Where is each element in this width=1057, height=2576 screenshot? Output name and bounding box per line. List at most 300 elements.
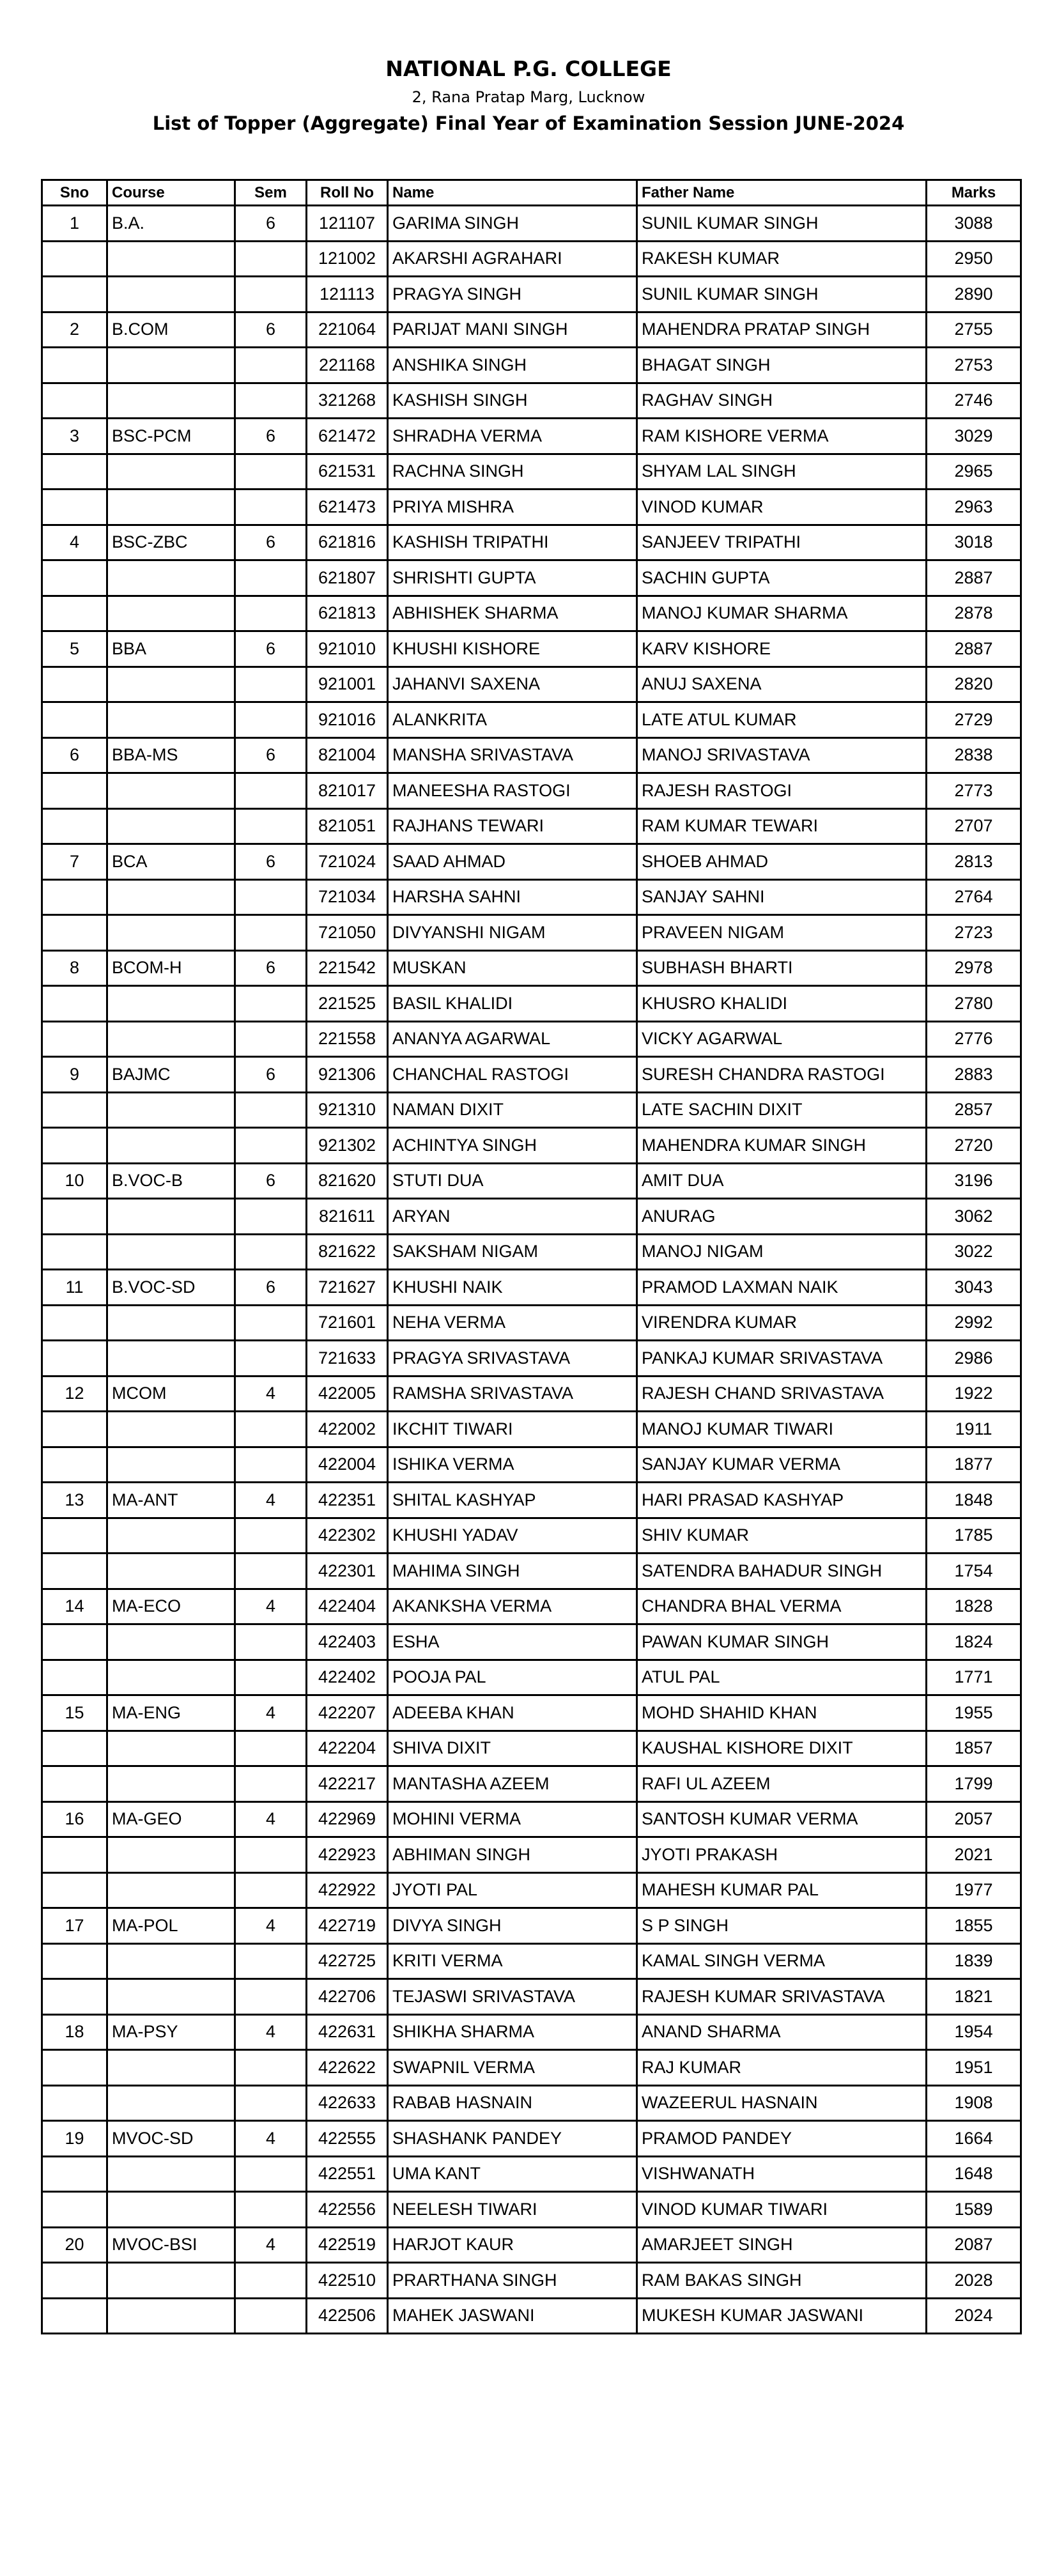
cell-roll-no: 921310 xyxy=(307,1092,388,1128)
cell-marks: 1839 xyxy=(927,1943,1021,1979)
cell-name: PRIYA MISHRA xyxy=(388,490,637,525)
cell-marks: 2965 xyxy=(927,454,1021,490)
cell-course: BCOM-H xyxy=(107,950,235,986)
cell-sem: 4 xyxy=(235,1801,307,1837)
table-row xyxy=(42,915,1021,951)
cell-marks: 1828 xyxy=(927,1589,1021,1624)
cell-roll-no: 721034 xyxy=(307,879,388,915)
cell-sno xyxy=(42,241,107,277)
cell-sem xyxy=(235,986,307,1022)
cell-name: STUTI DUA xyxy=(388,1163,637,1199)
cell-roll-no: 721627 xyxy=(307,1270,388,1306)
cell-father-name: PAWAN KUMAR SINGH xyxy=(637,1624,927,1660)
cell-course xyxy=(107,986,235,1022)
cell-father-name: MAHESH KUMAR PAL xyxy=(637,1872,927,1908)
cell-marks: 1855 xyxy=(927,1908,1021,1944)
cell-marks: 1664 xyxy=(927,2121,1021,2157)
table-row xyxy=(42,702,1021,738)
cell-course xyxy=(107,1128,235,1164)
cell-sem xyxy=(235,241,307,277)
cell-marks: 2780 xyxy=(927,986,1021,1022)
cell-marks: 2720 xyxy=(927,1128,1021,1164)
table-row xyxy=(42,879,1021,915)
cell-sem xyxy=(235,2263,307,2299)
table-row xyxy=(42,1943,1021,1979)
cell-father-name: SHIV KUMAR xyxy=(637,1518,927,1554)
cell-sno xyxy=(42,1979,107,2015)
cell-father-name: MUKESH KUMAR JASWANI xyxy=(637,2298,927,2334)
cell-marks: 2753 xyxy=(927,348,1021,383)
cell-father-name: SUBHASH BHARTI xyxy=(637,950,927,986)
column-header-father-name: Father Name xyxy=(637,180,927,206)
cell-course: BCA xyxy=(107,844,235,880)
cell-roll-no: 621472 xyxy=(307,419,388,454)
cell-name: TEJASWI SRIVASTAVA xyxy=(388,1979,637,2015)
cell-sem: 4 xyxy=(235,1589,307,1624)
cell-roll-no: 621531 xyxy=(307,454,388,490)
cell-sem xyxy=(235,2156,307,2192)
cell-sem xyxy=(235,560,307,596)
cell-sem xyxy=(235,1766,307,1802)
cell-course xyxy=(107,1199,235,1235)
cell-course xyxy=(107,808,235,844)
cell-sno: 1 xyxy=(42,206,107,242)
cell-marks: 2723 xyxy=(927,915,1021,951)
cell-course xyxy=(107,1447,235,1483)
table-row xyxy=(42,454,1021,490)
cell-marks: 1754 xyxy=(927,1554,1021,1589)
cell-sno xyxy=(42,2050,107,2086)
cell-sno: 5 xyxy=(42,631,107,667)
cell-roll-no: 221558 xyxy=(307,1021,388,1057)
cell-roll-no: 422969 xyxy=(307,1801,388,1837)
cell-marks: 3196 xyxy=(927,1163,1021,1199)
cell-father-name: KARV KISHORE xyxy=(637,631,927,667)
cell-marks: 1857 xyxy=(927,1731,1021,1766)
table-row xyxy=(42,1376,1021,1412)
cell-father-name: PANKAJ KUMAR SRIVASTAVA xyxy=(637,1341,927,1377)
table-row xyxy=(42,348,1021,383)
cell-name: MOHINI VERMA xyxy=(388,1801,637,1837)
cell-sno xyxy=(42,2192,107,2228)
cell-name: KRITI VERMA xyxy=(388,1943,637,1979)
cell-name: ESHA xyxy=(388,1624,637,1660)
cell-sem xyxy=(235,2050,307,2086)
cell-course: MVOC-SD xyxy=(107,2121,235,2157)
cell-roll-no: 422556 xyxy=(307,2192,388,2228)
cell-course xyxy=(107,1305,235,1341)
cell-roll-no: 422217 xyxy=(307,1766,388,1802)
cell-marks: 1955 xyxy=(927,1695,1021,1731)
cell-father-name: RAJESH KUMAR SRIVASTAVA xyxy=(637,1979,927,2015)
cell-roll-no: 621473 xyxy=(307,490,388,525)
table-row xyxy=(42,206,1021,242)
cell-sno: 3 xyxy=(42,419,107,454)
column-header-sno: Sno xyxy=(42,180,107,206)
table-row xyxy=(42,241,1021,277)
cell-marks: 1785 xyxy=(927,1518,1021,1554)
cell-course xyxy=(107,1412,235,1447)
list-title: List of Topper (Aggregate) Final Year of Examination Session JUNE-2024 xyxy=(152,112,905,134)
cell-sno xyxy=(42,1518,107,1554)
cell-roll-no: 422204 xyxy=(307,1731,388,1766)
cell-marks: 3018 xyxy=(927,525,1021,560)
cell-sno: 4 xyxy=(42,525,107,560)
cell-course xyxy=(107,277,235,312)
cell-sem xyxy=(235,667,307,702)
cell-sno xyxy=(42,2298,107,2334)
cell-name: ABHISHEK SHARMA xyxy=(388,596,637,631)
cell-name: MAHEK JASWANI xyxy=(388,2298,637,2334)
cell-course xyxy=(107,2263,235,2299)
cell-name: SHRADHA VERMA xyxy=(388,419,637,454)
cell-father-name: MANOJ NIGAM xyxy=(637,1234,927,1270)
cell-sno xyxy=(42,1021,107,1057)
cell-sno xyxy=(42,454,107,490)
cell-father-name: MANOJ SRIVASTAVA xyxy=(637,737,927,773)
cell-father-name: KAUSHAL KISHORE DIXIT xyxy=(637,1731,927,1766)
cell-name: SHIVA DIXIT xyxy=(388,1731,637,1766)
table-row xyxy=(42,1199,1021,1235)
cell-sno xyxy=(42,560,107,596)
cell-father-name: ATUL PAL xyxy=(637,1660,927,1695)
cell-course xyxy=(107,1021,235,1057)
cell-name: PARIJAT MANI SINGH xyxy=(388,312,637,348)
cell-sno xyxy=(42,1412,107,1447)
cell-roll-no: 422402 xyxy=(307,1660,388,1695)
cell-roll-no: 422551 xyxy=(307,2156,388,2192)
cell-father-name: CHANDRA BHAL VERMA xyxy=(637,1589,927,1624)
cell-marks: 1954 xyxy=(927,2014,1021,2050)
table-header-row xyxy=(42,180,1021,206)
cell-father-name: MANOJ KUMAR TIWARI xyxy=(637,1412,927,1447)
table-row xyxy=(42,2192,1021,2228)
table-row xyxy=(42,1270,1021,1306)
cell-roll-no: 422631 xyxy=(307,2014,388,2050)
table-row xyxy=(42,2121,1021,2157)
cell-sem xyxy=(235,1660,307,1695)
cell-roll-no: 221525 xyxy=(307,986,388,1022)
cell-course: BAJMC xyxy=(107,1057,235,1093)
cell-sem xyxy=(235,1837,307,1873)
table-row xyxy=(42,2263,1021,2299)
cell-name: RAMSHA SRIVASTAVA xyxy=(388,1376,637,1412)
cell-name: UMA KANT xyxy=(388,2156,637,2192)
cell-roll-no: 422922 xyxy=(307,1872,388,1908)
cell-name: RAJHANS TEWARI xyxy=(388,808,637,844)
cell-marks: 1922 xyxy=(927,1376,1021,1412)
cell-sem: 4 xyxy=(235,1695,307,1731)
cell-father-name: HARI PRASAD KASHYAP xyxy=(637,1483,927,1518)
cell-sem xyxy=(235,773,307,809)
cell-roll-no: 422506 xyxy=(307,2298,388,2334)
cell-father-name: RAM KISHORE VERMA xyxy=(637,419,927,454)
cell-sno xyxy=(42,2085,107,2121)
cell-sno: 7 xyxy=(42,844,107,880)
cell-marks: 2992 xyxy=(927,1305,1021,1341)
cell-sno xyxy=(42,1305,107,1341)
cell-name: SHITAL KASHYAP xyxy=(388,1483,637,1518)
cell-father-name: VICKY AGARWAL xyxy=(637,1021,927,1057)
cell-father-name: VINOD KUMAR xyxy=(637,490,927,525)
cell-marks: 3062 xyxy=(927,1199,1021,1235)
cell-marks: 2950 xyxy=(927,241,1021,277)
cell-course xyxy=(107,2050,235,2086)
cell-course: MA-ENG xyxy=(107,1695,235,1731)
cell-course xyxy=(107,1766,235,1802)
cell-name: AKARSHI AGRAHARI xyxy=(388,241,637,277)
cell-course: MA-ANT xyxy=(107,1483,235,1518)
cell-sno xyxy=(42,1554,107,1589)
cell-father-name: VINOD KUMAR TIWARI xyxy=(637,2192,927,2228)
cell-marks: 2857 xyxy=(927,1092,1021,1128)
cell-sem xyxy=(235,277,307,312)
cell-roll-no: 422519 xyxy=(307,2227,388,2263)
cell-father-name: KAMAL SINGH VERMA xyxy=(637,1943,927,1979)
cell-roll-no: 721633 xyxy=(307,1341,388,1377)
cell-sno xyxy=(42,490,107,525)
cell-name: DIVYANSHI NIGAM xyxy=(388,915,637,951)
cell-marks: 2729 xyxy=(927,702,1021,738)
table-row xyxy=(42,1872,1021,1908)
table-row xyxy=(42,737,1021,773)
cell-course xyxy=(107,596,235,631)
cell-sno xyxy=(42,1092,107,1128)
table-row xyxy=(42,560,1021,596)
cell-sno xyxy=(42,1943,107,1979)
cell-sno: 19 xyxy=(42,2121,107,2157)
cell-marks: 3088 xyxy=(927,206,1021,242)
cell-father-name: MAHENDRA KUMAR SINGH xyxy=(637,1128,927,1164)
table-row xyxy=(42,1163,1021,1199)
cell-name: GARIMA SINGH xyxy=(388,206,637,242)
cell-sem: 6 xyxy=(235,631,307,667)
cell-sem: 4 xyxy=(235,1483,307,1518)
cell-roll-no: 821622 xyxy=(307,1234,388,1270)
cell-roll-no: 422005 xyxy=(307,1376,388,1412)
cell-sno xyxy=(42,1341,107,1377)
cell-sno xyxy=(42,1731,107,1766)
cell-sem: 6 xyxy=(235,1270,307,1306)
cell-course: MA-GEO xyxy=(107,1801,235,1837)
cell-course xyxy=(107,1518,235,1554)
cell-roll-no: 422302 xyxy=(307,1518,388,1554)
cell-marks: 1848 xyxy=(927,1483,1021,1518)
cell-sem xyxy=(235,1305,307,1341)
table-row xyxy=(42,986,1021,1022)
cell-marks: 2021 xyxy=(927,1837,1021,1873)
cell-name: ARYAN xyxy=(388,1199,637,1235)
cell-course: BSC-PCM xyxy=(107,419,235,454)
cell-course xyxy=(107,1624,235,1660)
cell-sno xyxy=(42,1128,107,1164)
cell-father-name: ANAND SHARMA xyxy=(637,2014,927,2050)
cell-sem: 6 xyxy=(235,206,307,242)
cell-sno: 20 xyxy=(42,2227,107,2263)
cell-sem xyxy=(235,454,307,490)
cell-father-name: SANJAY KUMAR VERMA xyxy=(637,1447,927,1483)
cell-sem xyxy=(235,915,307,951)
cell-marks: 2764 xyxy=(927,879,1021,915)
college-address: 2, Rana Pratap Marg, Lucknow xyxy=(412,88,645,106)
cell-course xyxy=(107,490,235,525)
cell-roll-no: 921001 xyxy=(307,667,388,702)
cell-course: MA-PSY xyxy=(107,2014,235,2050)
cell-sno xyxy=(42,1447,107,1483)
cell-father-name: S P SINGH xyxy=(637,1908,927,1944)
table-row xyxy=(42,525,1021,560)
table-row xyxy=(42,950,1021,986)
table-row xyxy=(42,277,1021,312)
cell-course xyxy=(107,2156,235,2192)
cell-roll-no: 422923 xyxy=(307,1837,388,1873)
cell-roll-no: 422404 xyxy=(307,1589,388,1624)
cell-sem xyxy=(235,1412,307,1447)
cell-name: KHUSHI KISHORE xyxy=(388,631,637,667)
cell-sno xyxy=(42,1624,107,1660)
table-row xyxy=(42,1766,1021,1802)
cell-roll-no: 121002 xyxy=(307,241,388,277)
cell-father-name: SHOEB AHMAD xyxy=(637,844,927,880)
cell-father-name: KHUSRO KHALIDI xyxy=(637,986,927,1022)
cell-course: BSC-ZBC xyxy=(107,525,235,560)
cell-name: PRAGYA SRIVASTAVA xyxy=(388,1341,637,1377)
table-row xyxy=(42,631,1021,667)
table-row xyxy=(42,1979,1021,2015)
cell-sem xyxy=(235,1872,307,1908)
table-row xyxy=(42,490,1021,525)
cell-sno: 16 xyxy=(42,1801,107,1837)
cell-marks: 2776 xyxy=(927,1021,1021,1057)
cell-course xyxy=(107,383,235,419)
column-header-roll-no: Roll No xyxy=(307,180,388,206)
cell-marks: 2878 xyxy=(927,596,1021,631)
cell-marks: 2838 xyxy=(927,737,1021,773)
cell-marks: 1771 xyxy=(927,1660,1021,1695)
cell-name: AKANKSHA VERMA xyxy=(388,1589,637,1624)
cell-course xyxy=(107,1341,235,1377)
cell-course: MA-POL xyxy=(107,1908,235,1944)
table-row xyxy=(42,773,1021,809)
cell-name: NEHA VERMA xyxy=(388,1305,637,1341)
cell-sno: 11 xyxy=(42,1270,107,1306)
cell-name: RACHNA SINGH xyxy=(388,454,637,490)
cell-sem: 6 xyxy=(235,950,307,986)
cell-marks: 2820 xyxy=(927,667,1021,702)
cell-sno xyxy=(42,2156,107,2192)
cell-roll-no: 422555 xyxy=(307,2121,388,2157)
cell-name: SAKSHAM NIGAM xyxy=(388,1234,637,1270)
cell-marks: 2883 xyxy=(927,1057,1021,1093)
cell-name: DIVYA SINGH xyxy=(388,1908,637,1944)
cell-sno xyxy=(42,879,107,915)
cell-name: MANSHA SRIVASTAVA xyxy=(388,737,637,773)
cell-roll-no: 821611 xyxy=(307,1199,388,1235)
cell-sno xyxy=(42,1199,107,1235)
cell-roll-no: 621813 xyxy=(307,596,388,631)
cell-course xyxy=(107,702,235,738)
cell-roll-no: 121107 xyxy=(307,206,388,242)
cell-sno xyxy=(42,986,107,1022)
cell-roll-no: 821051 xyxy=(307,808,388,844)
table-row xyxy=(42,596,1021,631)
column-header-marks: Marks xyxy=(927,180,1021,206)
cell-marks: 1877 xyxy=(927,1447,1021,1483)
cell-name: MANTASHA AZEEM xyxy=(388,1766,637,1802)
cell-sem: 6 xyxy=(235,312,307,348)
table-row xyxy=(42,1483,1021,1518)
table-row xyxy=(42,1801,1021,1837)
cell-name: ACHINTYA SINGH xyxy=(388,1128,637,1164)
cell-marks: 2813 xyxy=(927,844,1021,880)
table-body xyxy=(42,206,1021,2334)
table-row xyxy=(42,1092,1021,1128)
cell-course xyxy=(107,1837,235,1873)
cell-name: BASIL KHALIDI xyxy=(388,986,637,1022)
cell-course xyxy=(107,773,235,809)
cell-father-name: SANJEEV TRIPATHI xyxy=(637,525,927,560)
cell-sno xyxy=(42,667,107,702)
cell-sem xyxy=(235,1447,307,1483)
table-row xyxy=(42,2156,1021,2192)
cell-roll-no: 921016 xyxy=(307,702,388,738)
cell-course: B.A. xyxy=(107,206,235,242)
cell-sem xyxy=(235,702,307,738)
table-row xyxy=(42,1234,1021,1270)
cell-roll-no: 221542 xyxy=(307,950,388,986)
cell-roll-no: 921010 xyxy=(307,631,388,667)
table-row xyxy=(42,1021,1021,1057)
cell-father-name: SUNIL KUMAR SINGH xyxy=(637,206,927,242)
table-row xyxy=(42,2014,1021,2050)
cell-marks: 2024 xyxy=(927,2298,1021,2334)
cell-marks: 3029 xyxy=(927,419,1021,454)
cell-marks: 2087 xyxy=(927,2227,1021,2263)
cell-father-name: AMARJEET SINGH xyxy=(637,2227,927,2263)
cell-marks: 2773 xyxy=(927,773,1021,809)
cell-sno xyxy=(42,2263,107,2299)
cell-sem xyxy=(235,1092,307,1128)
cell-roll-no: 921302 xyxy=(307,1128,388,1164)
cell-name: SWAPNIL VERMA xyxy=(388,2050,637,2086)
cell-father-name: SURESH CHANDRA RASTOGI xyxy=(637,1057,927,1093)
cell-sno xyxy=(42,1872,107,1908)
cell-father-name: RAJESH CHAND SRIVASTAVA xyxy=(637,1376,927,1412)
cell-sem xyxy=(235,383,307,419)
cell-sno xyxy=(42,277,107,312)
cell-course: B.VOC-SD xyxy=(107,1270,235,1306)
cell-course: MCOM xyxy=(107,1376,235,1412)
cell-course: B.VOC-B xyxy=(107,1163,235,1199)
cell-sno: 2 xyxy=(42,312,107,348)
cell-marks: 2707 xyxy=(927,808,1021,844)
cell-sem: 6 xyxy=(235,525,307,560)
toppers-table xyxy=(41,179,1022,2334)
cell-father-name: MANOJ KUMAR SHARMA xyxy=(637,596,927,631)
cell-sem: 6 xyxy=(235,737,307,773)
cell-name: MANEESHA RASTOGI xyxy=(388,773,637,809)
cell-sem xyxy=(235,879,307,915)
table-row xyxy=(42,1447,1021,1483)
table-row xyxy=(42,2085,1021,2121)
cell-course xyxy=(107,1979,235,2015)
cell-father-name: LATE ATUL KUMAR xyxy=(637,702,927,738)
table-row xyxy=(42,1624,1021,1660)
cell-marks: 1821 xyxy=(927,1979,1021,2015)
cell-name: SHASHANK PANDEY xyxy=(388,2121,637,2157)
cell-father-name: AMIT DUA xyxy=(637,1163,927,1199)
cell-sem xyxy=(235,596,307,631)
